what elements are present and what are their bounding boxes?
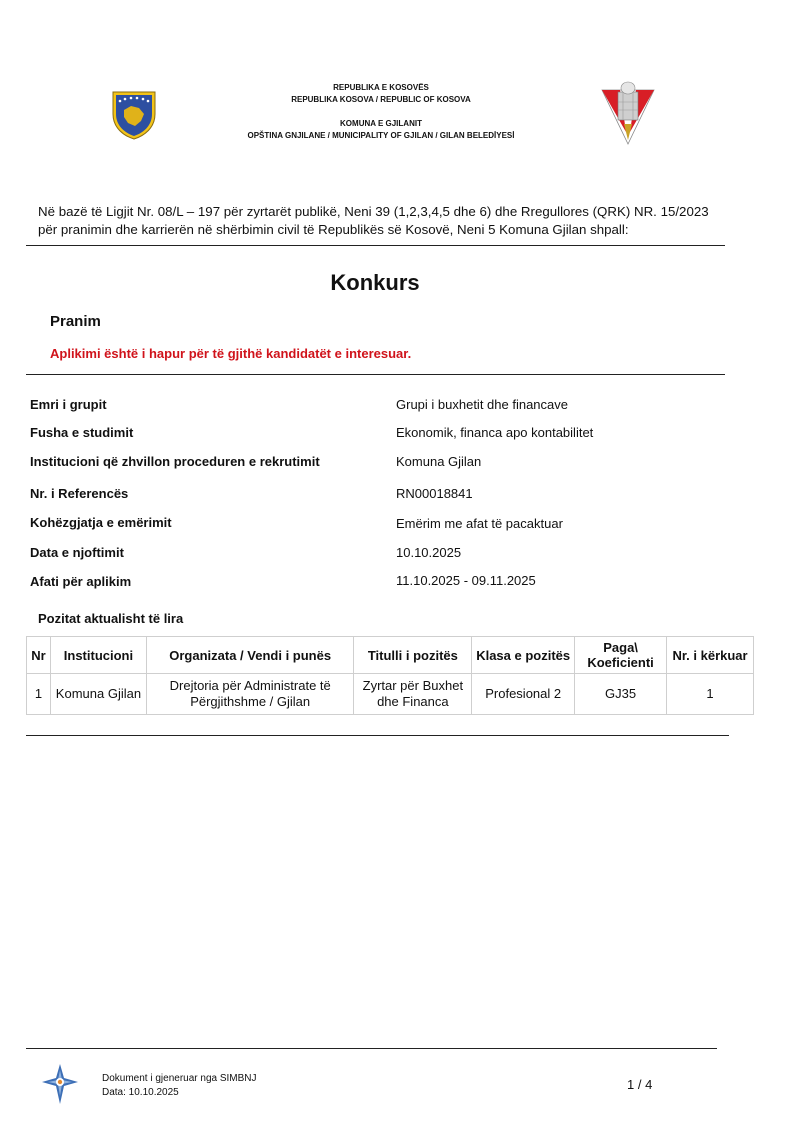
- gjilan-municipality-emblem-logo: [600, 80, 656, 148]
- header-country-multi: REPUBLIKA KOSOVA / REPUBLIC OF KOSOVA: [291, 95, 471, 104]
- column-header-salary-coefficient: Paga\ Koeficienti: [575, 637, 667, 674]
- cell-institution: Komuna Gjilan: [50, 674, 146, 715]
- divider: [26, 374, 725, 375]
- field-value-recruiting-institution: Komuna Gjilan: [396, 454, 482, 469]
- column-header-required-count: Nr. i kërkuar: [667, 637, 754, 674]
- column-header-position-class: Klasa e pozitës: [472, 637, 575, 674]
- field-value-group-name: Grupi i buxhetit dhe financave: [396, 397, 568, 412]
- field-label-recruiting-institution: Institucioni që zhvillon proceduren e rekrutimit: [30, 454, 320, 469]
- intro-line-2: për pranimin dhe karrierën në shërbimin civil të Republikës së Kosovë, Neni 5 Komuna Gjilan shpall:: [38, 222, 629, 237]
- document-header: [200, 82, 562, 142]
- intro-line-1: Në bazë të Ligjit Nr. 08/L – 197 për zyrtarët publikë, Neni 39 (1,2,3,4,5 dhe 6) dhe Rregullores (QRK) NR. 15/2023: [38, 204, 709, 219]
- field-label-notice-date: Data e njoftimit: [30, 545, 124, 560]
- legal-basis-intro: [38, 203, 738, 239]
- announcement-type: Pranim: [50, 313, 101, 330]
- positions-table: [26, 636, 754, 715]
- field-label-application-deadline: Afati për aplikim: [30, 574, 132, 589]
- positions-section-title: Pozitat aktualisht të lira: [38, 611, 184, 626]
- generated-by-text: Dokument i gjeneruar nga SIMBNJ: [102, 1073, 257, 1084]
- field-label-reference-number: Nr. i Referencës: [30, 486, 129, 501]
- simbnj-logo: [40, 1062, 80, 1106]
- eligibility-notice: Aplikimi është i hapur për të gjithë kandidatët e interesuar.: [50, 346, 412, 361]
- field-value-notice-date: 10.10.2025: [396, 545, 462, 560]
- field-value-reference-number: RN00018841: [396, 486, 473, 501]
- table-row: [27, 674, 754, 715]
- divider: [26, 735, 729, 736]
- column-header-organization: Organizata / Vendi i punës: [146, 637, 354, 674]
- column-header-nr: Nr: [27, 637, 51, 674]
- header-country-sq: REPUBLIKA E KOSOVËS: [333, 83, 429, 92]
- cell-position-title: Zyrtar për Buxhet dhe Financa: [354, 674, 472, 715]
- field-value-application-deadline: 11.10.2025 - 09.11.2025: [396, 573, 536, 588]
- table-header-row: [27, 637, 754, 674]
- footer-info: [102, 1072, 257, 1100]
- page-number: 1 / 4: [627, 1077, 653, 1092]
- header-municipality-multi: OPŠTINA GNJILANE / MUNICIPALITY OF GJILAN / GILAN BELEDİYESİ: [247, 131, 515, 140]
- divider: [26, 245, 725, 246]
- cell-position-class: Profesional 2: [472, 674, 575, 715]
- cell-salary-coefficient: GJ35: [575, 674, 667, 715]
- cell-nr: 1: [27, 674, 51, 715]
- cell-organization: Drejtoria për Administrate të Përgjithshme / Gjilan: [146, 674, 354, 715]
- column-header-position-title: Titulli i pozitës: [354, 637, 472, 674]
- footer-divider: [26, 1048, 717, 1049]
- field-value-appointment-duration: Emërim me afat të pacaktuar: [396, 516, 563, 531]
- kosovo-coat-of-arms-logo: [111, 90, 157, 140]
- column-header-institution: Institucioni: [50, 637, 146, 674]
- cell-required-count: 1: [667, 674, 754, 715]
- field-label-group-name: Emri i grupit: [30, 397, 107, 412]
- header-municipality-sq: KOMUNA E GJILANIT: [340, 119, 422, 128]
- field-label-appointment-duration: Kohëzgjatja e emërimit: [30, 515, 172, 530]
- field-label-field-of-study: Fusha e studimit: [30, 425, 134, 440]
- field-value-field-of-study: Ekonomik, financa apo kontabilitet: [396, 425, 594, 440]
- page-title: Konkurs: [330, 270, 420, 295]
- generated-date-text: Data: 10.10.2025: [102, 1087, 179, 1098]
